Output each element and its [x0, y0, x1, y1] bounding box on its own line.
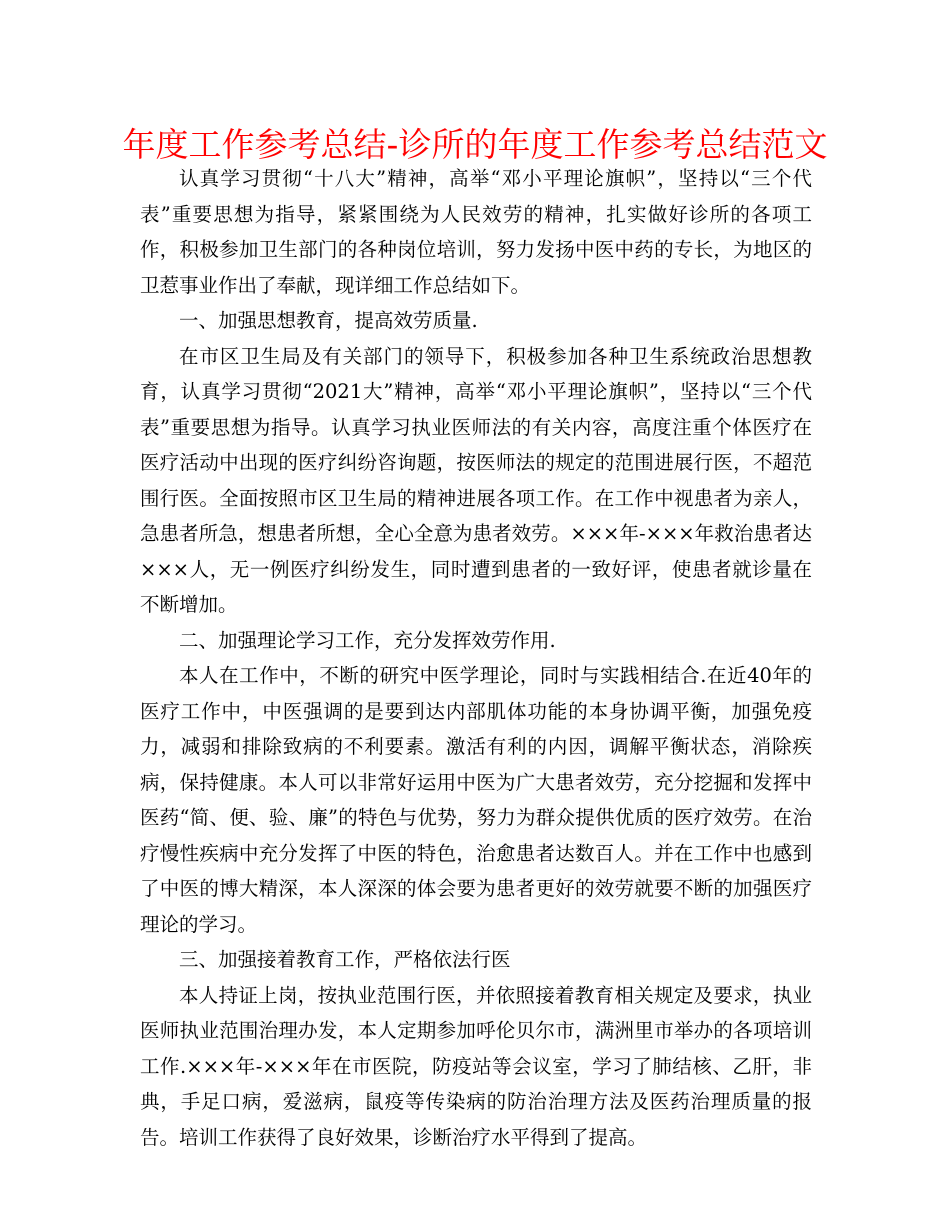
document-title: 年度工作参考总结-诊所的年度工作参考总结范文: [122, 125, 828, 164]
section-heading-3: 三、加强接着教育工作，严格依法行医: [179, 948, 511, 971]
paragraph-section-2: 本人在工作中，不断的研究中医学理论，同时与实践相结合.在近40年的医疗工作中，中医强调的是要到达内部肌体功能的本身协调平衡，加强免疫力，减弱和排除致病的不利要素。激活有利的内因，调解平衡状态，消除疾病，保持健康。本人可以非常好运用中医为广大患者效劳，充分挖掘和发挥中医药“简、便、验、廉”的特色与优势，努力为群众提供优质的医疗效劳。在治疗慢性疾病中充分发挥了中医的特色，治愈患者达数百人。并在工作中也感到了中医的博大精深，本人深深的体会要为患者更好的效劳就要不断的加强医疗理论的学习。: [140, 664, 812, 936]
section-heading-1: 一、加强思想教育，提高效劳质量.: [179, 309, 478, 332]
paragraph-section-1: 在市区卫生局及有关部门的领导下，积极参加各种卫生系统政治思想教育，认真学习贯彻“2021大”精神，高举“邓小平理论旗帜”，坚持以“三个代表”重要思想为指导。认真学习执业医师法的有关内容，高度注重个体医疗在医疗活动中出现的医疗纠纷咨询题，按医师法的规定的范围进展行医，不超范围行医。全面按照市区卫生局的精神进展各项工作。在工作中视患者为亲人，急患者所急，想患者所想，全心全意为患者效劳。×××年-×××年救治患者达×××人，无一例医疗纠纷发生，同时遭到患者的一致好评，使患者就诊量在不断增加。: [140, 344, 812, 616]
document-body: [140, 161, 812, 1155]
section-heading-2: 二、加强理论学习工作，充分发挥效劳作用.: [179, 628, 556, 652]
paragraph-intro: 认真学习贯彻“十八大”精神，高举“邓小平理论旗帜”，坚持以“三个代表”重要思想为指导，紧紧围绕为人民效劳的精神，扎实做好诊所的各项工作，积极参加卫生部门的各种岗位培训，努力发扬中医中药的专长，为地区的卫惹事业作出了奉献，现详细工作总结如下。: [140, 167, 812, 297]
paragraph-section-3: 本人持证上岗，按执业范围行医，并依照接着教育相关规定及要求，执业医师执业范围治理办发，本人定期参加呼伦贝尔市，满洲里市举办的各项培训工作.×××年-×××年在市医院，防疫站等会议室，学习了肺结核、乙肝，非典，手足口病，爱滋病，鼠疫等传染病的防治治理方法及医药治理质量的报告。培训工作获得了良好效果，诊断治疗水平得到了提高。: [140, 983, 812, 1149]
